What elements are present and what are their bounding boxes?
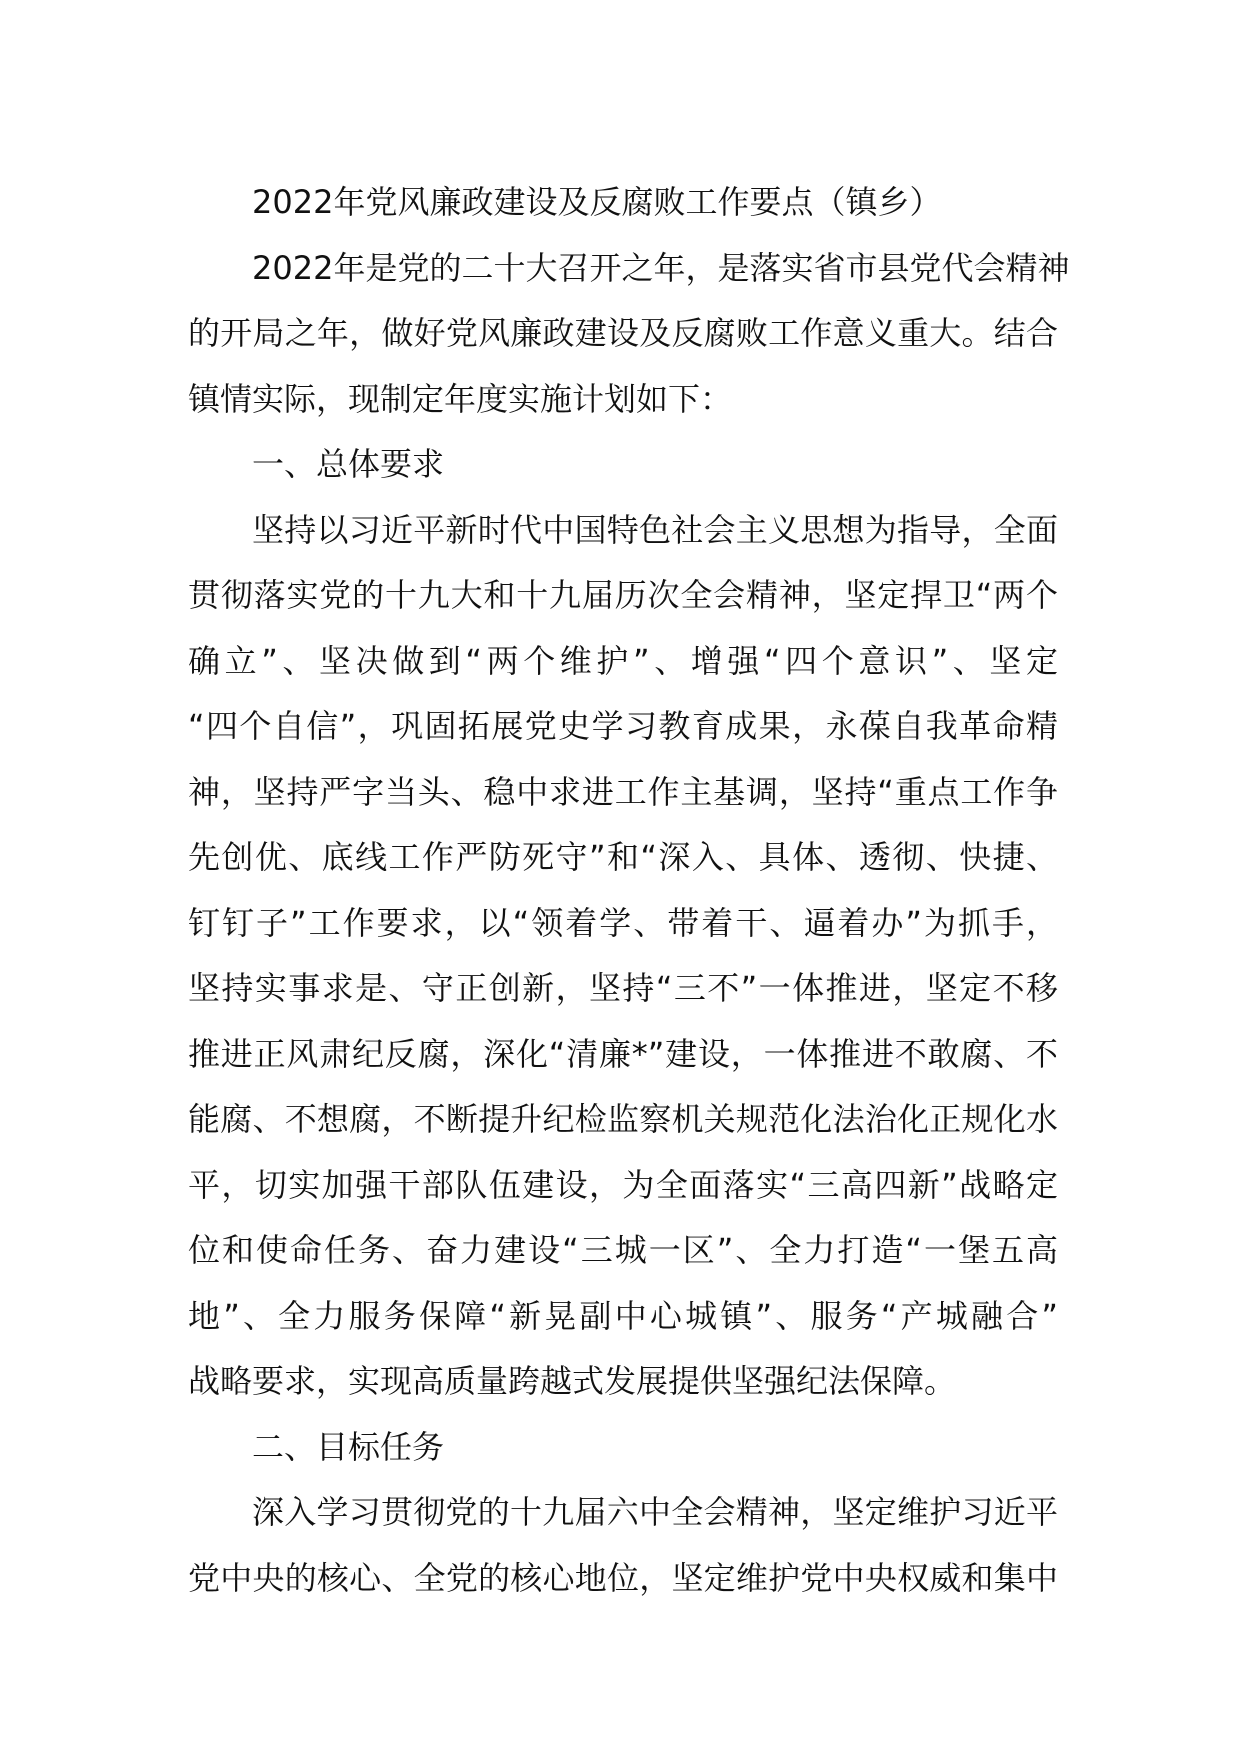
section1-line: 战略要求，实现高质量跨越式发展提供坚强纪法保障。 — [188, 1362, 957, 1400]
section1-line: “四个自信”，巩固拓展党史学习教育成果，永葆自我革命精 — [188, 707, 1058, 745]
section1-line: 能腐、不想腐，不断提升纪检监察机关规范化法治化正规化水 — [188, 1100, 1058, 1138]
section2-line: 深入学习贯彻党的十九届六中全会精神，坚定维护习近平 — [252, 1493, 1058, 1531]
document-body — [188, 170, 1070, 1611]
section1-line: 位和使命任务、奋力建设“三城一区”、全力打造“一堡五高 — [188, 1231, 1058, 1269]
intro-line: 镇情实际，现制定年度实施计划如下： — [188, 379, 733, 418]
section1-line: 平，切实加强干部队伍建设，为全面落实“三高四新”战略定 — [188, 1165, 1058, 1204]
section1-line: 地”、全力服务保障“新晃副中心城镇”、服务“产城融合” — [188, 1296, 1058, 1335]
section1-line: 钉钉子”工作要求，以“领着学、带着干、逼着办”为抓手， — [188, 903, 1058, 942]
section-heading-2: 二、目标任务 — [252, 1427, 445, 1466]
intro-line: 的开局之年，做好党风廉政建设及反腐败工作意义重大。结合 — [188, 314, 1058, 352]
section1-line: 贯彻落实党的十九大和十九届历次全会精神，坚定捍卫“两个 — [188, 576, 1058, 614]
section1-line: 坚持以习近平新时代中国特色社会主义思想为指导，全面 — [252, 510, 1058, 549]
section-heading-1: 一、总体要求 — [252, 445, 445, 483]
section2-line: 党中央的核心、全党的核心地位，坚定维护党中央权威和集中 — [188, 1558, 1058, 1597]
section1-line: 先创优、底线工作严防死守”和“深入、具体、透彻、快捷、 — [188, 838, 1058, 876]
section1-line: 推进正风肃纪反腐，深化“清廉*”建设，一体推进不敢腐、不 — [188, 1034, 1058, 1073]
intro-line: 2022年是党的二十大召开之年，是落实省市县党代会精神 — [252, 248, 1070, 287]
section1-line: 确立”、坚决做到“两个维护”、增强“四个意识”、坚定 — [188, 641, 1058, 680]
section1-line: 神，坚持严字当头、稳中求进工作主基调，坚持“重点工作争 — [188, 772, 1058, 811]
document-title: 2022年党风廉政建设及反腐败工作要点（镇乡） — [252, 183, 942, 221]
section1-line: 坚持实事求是、守正创新，坚持“三不”一体推进，坚定不移 — [188, 969, 1058, 1007]
